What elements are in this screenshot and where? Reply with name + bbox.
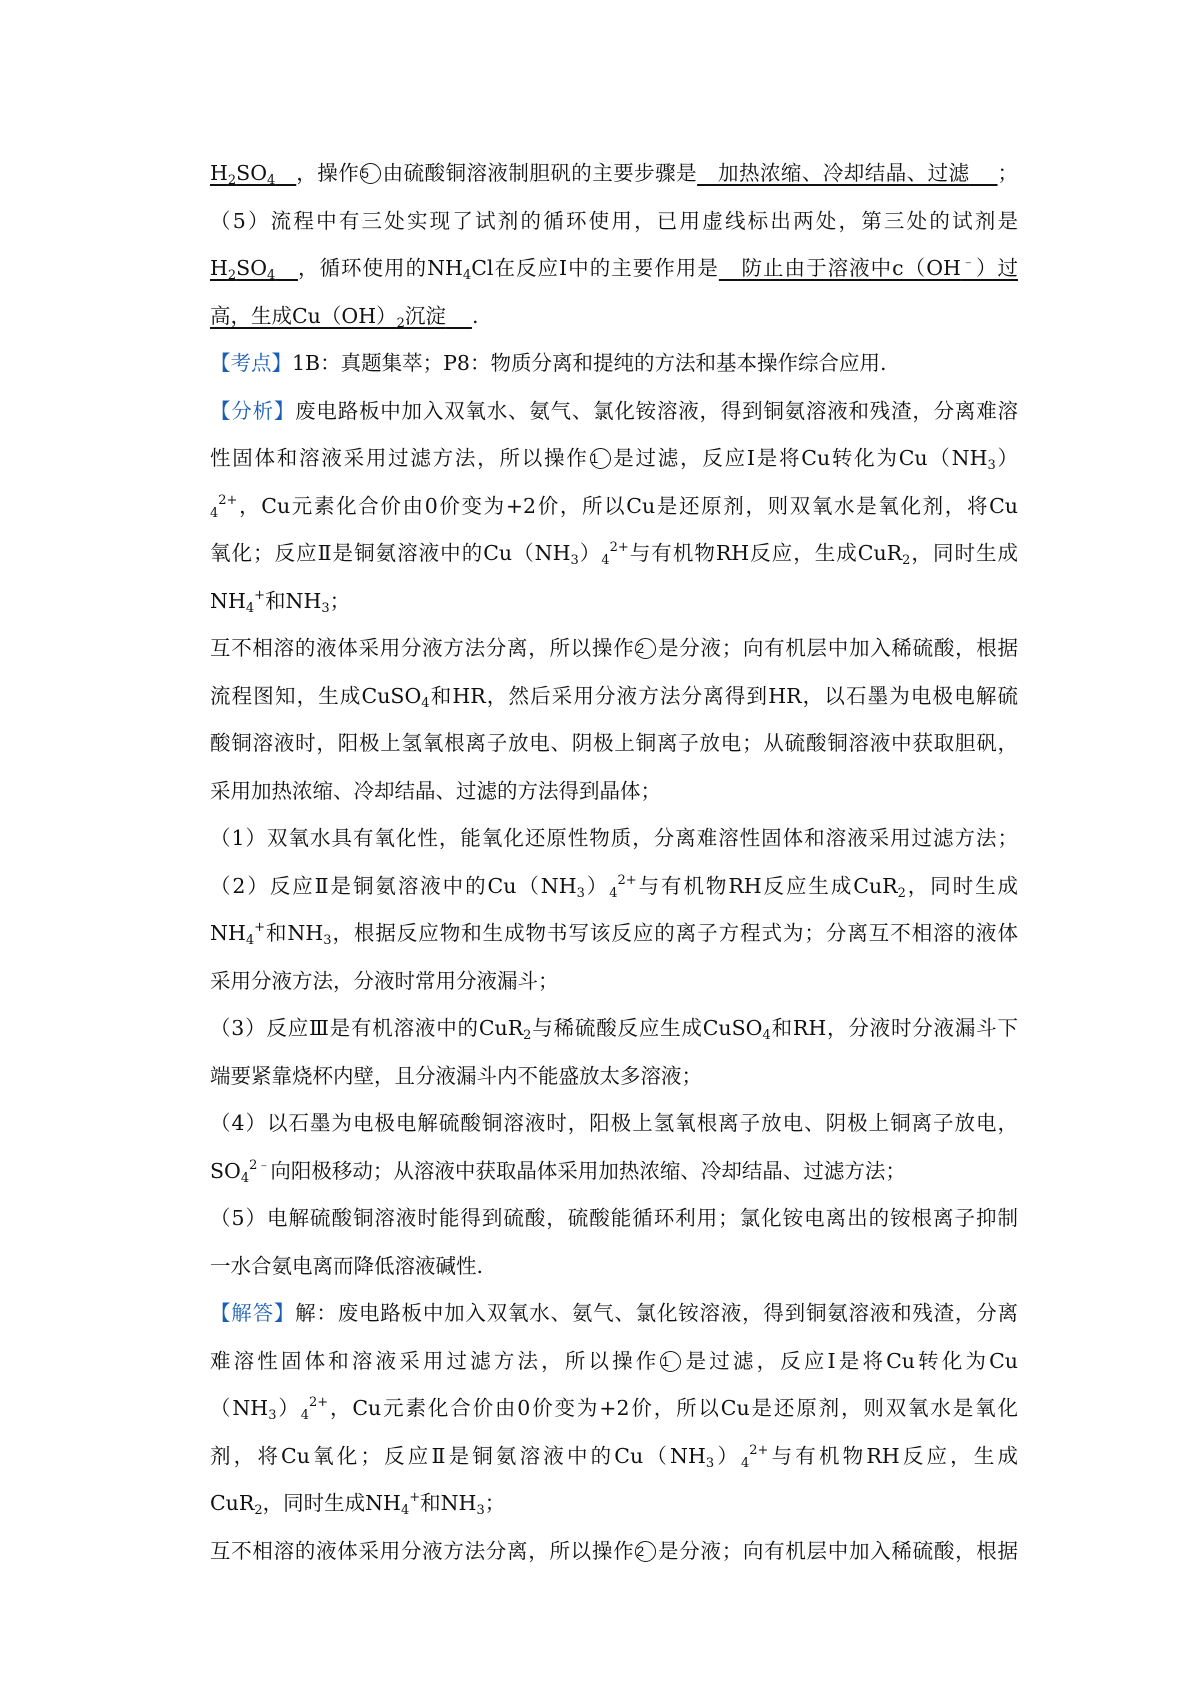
fenxi-line-4: 氧化；反应Ⅱ是铜氨溶液中的$Cu(NH_3)_4^{2+}$与有机物RH反应，生成CuR$_2$，同时生成 <box>210 540 1019 568</box>
fenxi-point-2b: $NH_4^+$和$NH_3$，根据反应物和生成物书写该反应的离子方程式为；分离互不相溶的液体 <box>210 920 1018 948</box>
jieda-label: 【解答】 <box>210 1301 296 1325</box>
solution-text <box>210 150 1018 1575</box>
circled-number-2: 2 <box>635 1541 656 1562</box>
circled-number-1: 1 <box>660 1351 681 1372</box>
fenxi-line-6: 互不相溶的液体采用分液方法分离，所以操作 2 是分液；向有机层中加入稀硫酸，根据 <box>210 636 1019 660</box>
jieda-line-2: 难溶性固体和溶液采用过滤方法，所以操作 1 是过滤，反应Ⅰ是将Cu转化为Cu <box>210 1348 1019 1373</box>
fenxi-point-5a: （5）电解硫酸铜溶液时能得到硫酸，硫酸能循环利用；氯化铵电离出的铵根离子抑制 <box>210 1206 1018 1230</box>
answer-blank-h2so4-2: $H_2SO_4$ <box>210 256 276 283</box>
fenxi-point-2a: （2）反应Ⅱ是铜氨溶液中的$Cu(NH_3)_4^{2+}$与有机物RH反应生成CuR$_2$，同时生成 <box>210 872 1019 901</box>
answer-blank-steps: 加热浓缩、冷却结晶、过滤 <box>718 161 970 185</box>
fenxi-point-3a: （3）反应Ⅲ是有机溶液中的CuR$_2$与稀硫酸反应生成CuSO$_4$和RH，分液时分液漏斗下 <box>210 1016 1018 1043</box>
answer-blank-purpose: 防止由于溶液中c（OH﹣）过 <box>741 255 1018 280</box>
jieda-line-5: CuR$_2$，同时生成$NH_4^+$和$NH_3$； <box>210 1490 506 1518</box>
fenxi-point-1: （1）双氧水具有氧化性，能氧化还原性物质，分离难溶性固体和溶液采用过滤方法； <box>210 826 1018 850</box>
fenxi-line-8: 酸铜溶液时，阳极上氢氧根离子放电、阴极上铜离子放电；从硫酸铜溶液中获取胆矾， <box>210 731 1018 755</box>
kaodian-line: 【考点】1B：真题集萃；P8：物质分离和提纯的方法和基本操作综合应用. <box>210 351 887 375</box>
circled-number-5: 5 <box>360 163 381 184</box>
fenxi-line-1: 【分析】废电路板中加入双氧水、氨气、氯化铵溶液，得到铜氨溶液和残渣，分离难溶 <box>210 398 1019 423</box>
answer-line-5a: $H_2SO_4$ ，循环使用的$NH_4Cl$在反应Ⅰ中的主要作用是 防止由于溶液中c（OH﹣）过 <box>210 255 1018 283</box>
jieda-line-1: 【解答】解：废电路板中加入双氧水、氨气、氯化铵溶液，得到铜氨溶液和残渣，分离 <box>210 1301 1019 1325</box>
answer-line-4-cont: $H_2SO_4$ ，操作 5 由硫酸铜溶液制胆矾的主要步骤是 加热浓缩、冷却结晶、过滤 ； <box>210 161 1019 188</box>
circled-number-1: 1 <box>590 448 611 469</box>
jieda-line-6: 互不相溶的液体采用分液方法分离，所以操作 2 是分液；向有机层中加入稀硫酸，根据 <box>210 1538 1019 1563</box>
fenxi-line-5: $NH_4^+$和$NH_3$； <box>210 587 351 616</box>
fenxi-line-3: $_4^{2+}$，Cu元素化合价由0价变为+2价，所以Cu是还原剂，则双氧水是氧化剂，将Cu <box>210 492 1018 521</box>
fenxi-point-3b: 端要紧靠烧杯内壁，且分液漏斗内不能盛放太多溶液； <box>210 1063 702 1088</box>
fenxi-line-2: 性固体和溶液采用过滤方法，所以操作 1 是过滤，反应Ⅰ是将Cu转化为$Cu(NH_3)$ <box>210 446 1018 473</box>
fenxi-point-4a: （4）以石墨为电极电解硫酸铜溶液时，阳极上氢氧根离子放电、阴极上铜离子放电， <box>210 1111 1018 1135</box>
kaodian-label: 【考点】 <box>210 351 292 375</box>
question-5-line: （5）流程中有三处实现了试剂的循环使用，已用虚线标出两处，第三处的试剂是 <box>210 208 1018 233</box>
fenxi-point-5b: 一水合氨电离而降低溶液碱性. <box>210 1253 484 1278</box>
jieda-line-3: $(NH_3)_4^{2+}$，Cu元素化合价由0价变为+2价，所以Cu是还原剂，则双氧水是氧化 <box>210 1395 1019 1423</box>
fenxi-line-9: 采用加热浓缩、冷却结晶、过滤的方法得到晶体； <box>210 778 661 803</box>
fenxi-point-2c: 采用分液方法，分液时常用分液漏斗； <box>210 968 559 993</box>
circled-number-2: 2 <box>635 638 656 659</box>
answer-blank-purpose-cont: 高，生成$Cu(OH)_2$沉淀 <box>210 303 446 331</box>
jieda-line-4: 剂，将Cu氧化；反应Ⅱ是铜氨溶液中的$Cu(NH_3)_4^{2+}$与有机物RH反应，生成 <box>210 1442 1019 1471</box>
fenxi-point-4b: $SO_4^{2﹣}$向阳极移动；从溶液中获取晶体采用加热浓缩、冷却结晶、过滤方法； <box>210 1157 906 1186</box>
fenxi-line-7: 流程图知，生成CuSO$_4$和HR，然后采用分液方法分离得到HR，以石墨为电极电解硫 <box>210 683 1018 711</box>
answer-blank-h2so4: $H_2SO_4$ <box>210 161 276 188</box>
fenxi-label: 【分析】 <box>210 398 296 423</box>
answer-line-5b: 高，生成$Cu(OH)_2$沉淀 . <box>210 303 479 331</box>
